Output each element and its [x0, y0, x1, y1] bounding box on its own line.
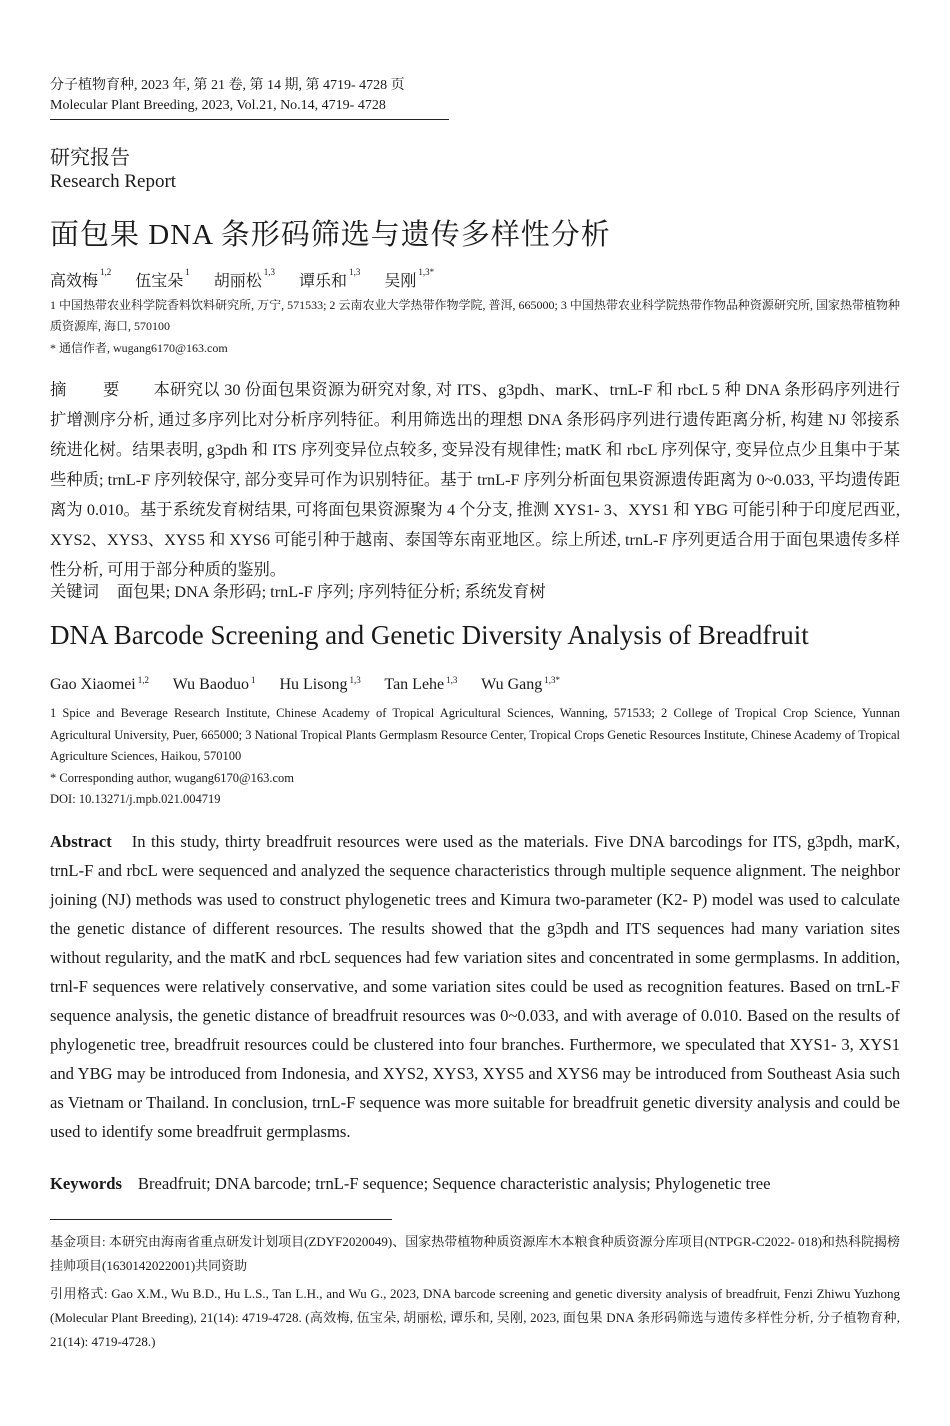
author-en: Wu Baoduo $^1$ [172, 675, 256, 693]
keywords-cn-text: 面包果; DNA 条形码; trnL-F 序列; 序列特征分析; 系统发育树 [116, 582, 546, 601]
doi: DOI: 10.13271/j.mpb.021.004719 [50, 792, 221, 806]
abstract-en-label: Abstract [50, 832, 112, 851]
journal-header-cn: 分子植物育种, 2023 年, 第 21 卷, 第 14 期, 第 4719- 4728 页 [50, 78, 405, 93]
abstract-en [50, 827, 900, 1146]
author-cn: 胡丽松$^{1,3}$ [213, 267, 276, 290]
keywords-en-label: Keywords [50, 1174, 122, 1193]
abstract-cn [50, 375, 900, 585]
author-cn: 高效梅$^{1,2}$ [50, 267, 112, 290]
author-en: Tan Lehe $^{1,3}$ [384, 675, 458, 693]
keywords-cn-label: 关键词 [50, 582, 99, 601]
title-cn: 面包果 DNA 条形码筛选与遗传多样性分析 [50, 219, 611, 251]
author-en: Gao Xiaomei $^{1,2}$ [50, 675, 149, 693]
author-en: Wu Gang $^{1,3*}$ [481, 675, 560, 693]
author-cn: 谭乐和$^{1,3}$ [299, 267, 361, 290]
abstract-cn-text: 本研究以 30 份面包果资源为研究对象, 对 ITS、g3pdh、marK、trnL-F 和 rbcL 5 种 DNA 条形码序列进行扩增测序分析, 通过多序列比对分析序列特征。利用筛选出的理想 DNA 条形码序列进行遗传距离分析, 构建 NJ 邻接系统进化树。结果表明, g3pdh 和 ITS 序列变异位点较多, 变异没有规律性; matK 和 rbcL 序列保守, 变异位点少且集中于某些种质; trnL-F 序列较保守, 部分变异可作为识别特征。基于 trnL-F 序列分析面包果资源遗传距离为 0~0.033, 平均遗传距离为 0.010。基于系统发育树结果, 可将面包果资源聚为 4 个分支, 推测 XYS1- 3、XYS1 和 YBG 可能引种于印度尼西亚, XYS2、XYS3、XYS5 和 XYS6 可能引种于越南、泰国等东南亚地区。综上所述, trnL-F 序列更适合用于面包果遗传多样性分析, 可用于部分种质的鉴别。 [50, 380, 900, 579]
affiliations-en: 1 Spice and Beverage Research Institute, Chinese Academy of Tropical Agricultural Sciences, Wanning, 571533; 2 College of Tropical Crop Science, Yunnan Agricultural University, Puer, 665000; 3 National Tropical Plants Germplasm Resource Center, Tropical Crops Genetic Resources Institute, Chinese Academy of Tropical Agriculture Sciences, Haikou, 570100 [50, 706, 900, 763]
abstract-cn-label: 摘 要 [50, 380, 136, 399]
funding-footnote: 基金项目: 本研究由海南省重点研发计划项目(ZDYF2020049)、国家热带植物种质资源库木本粮食种质资源分库项目(NTPGR-C2022- 018)和热科院揭榜挂帅项目(1630142022001)共同资助 [50, 1234, 900, 1273]
abstract-en-text: In this study, thirty breadfruit resources were used as the materials. Five DNA barcodings for ITS, g3pdh, marK, trnL-F and rbcL were sequenced and analyzed the sequence characteristics through multiple sequence alignment. The neighbor joining (NJ) methods was used to construct phylogenetic trees and Kimura two-parameter (K2- P) model was used to calculate the genetic distance of different resources. The results showed that the g3pdh and ITS sequences had many variation sites without regularity, and the matK and rbcL sequences had few variation sites and concentrated in some germplasms. In addition, trnl-F sequences were relatively conservative, and some variation sites could be used as recognition features. Based on trnL-F sequence analysis, the genetic distance of breadfruit resources was 0~0.033, and with average of 0.010. Based on the results of phylogenetic tree, breadfruit resources could be clustered into four branches. Furthermore, we speculated that XYS1- 3, XYS1 and YBG may be introduced from Indonesia, and XYS2, XYS3, XYS5 and XYS6 may be introduced from Southeast Asia such as Vietnam or Thailand. In conclusion, trnL-F sequence was more suitable for breadfruit genetic diversity analysis and could be used to identify some breadfruit germplasms. [50, 832, 900, 1141]
journal-header [50, 76, 405, 116]
author-cn: 伍宝朵$^1$ [135, 267, 190, 290]
authors-cn [50, 268, 454, 291]
corresponding-author-en: * Corresponding author, wugang6170@163.com [50, 771, 294, 785]
author-en: Hu Lisong $^{1,3}$ [279, 675, 361, 693]
footnote-divider [50, 1219, 392, 1220]
authors-en [50, 676, 580, 694]
keywords-en [50, 1174, 771, 1194]
article-type-cn: 研究报告 [50, 147, 130, 169]
article-type-en: Research Report [50, 171, 177, 192]
author-cn: 吴刚$^{1,3*}$ [384, 267, 435, 290]
affiliations-cn: 1 中国热带农业科学院香料饮料研究所, 万宁, 571533; 2 云南农业大学热带作物学院, 普洱, 665000; 3 中国热带农业科学院热带作物品种资源研究所, 国家热带植物种质资源库, 海口, 570100 [50, 298, 900, 333]
header-divider [50, 119, 449, 120]
citation-footnote: 引用格式: Gao X.M., Wu B.D., Hu L.S., Tan L.H., and Wu G., 2023, DNA barcode screening and genetic diversity analysis of breadfruit, Fenzi Zhiwu Yuzhong (Molecular Plant Breeding), 21(14): 4719-4728. (高效梅, 伍宝朵, 胡丽松, 谭乐和, 吴刚, 2023, 面包果 DNA 条形码筛选与遗传多样性分析, 分子植物育种, 21(14): 4719-4728.) [50, 1286, 900, 1349]
journal-header-en: Molecular Plant Breeding, 2023, Vol.21, No.14, 4719- 4728 [50, 98, 386, 113]
title-en: DNA Barcode Screening and Genetic Diversity Analysis of Breadfruit [50, 620, 809, 650]
keywords-en-text: Breadfruit; DNA barcode; trnL-F sequence; Sequence characteristic analysis; Phylogenetic tree [137, 1174, 771, 1193]
corresponding-author-cn: * 通信作者, wugang6170@163.com [50, 341, 228, 355]
keywords-cn [50, 578, 546, 602]
